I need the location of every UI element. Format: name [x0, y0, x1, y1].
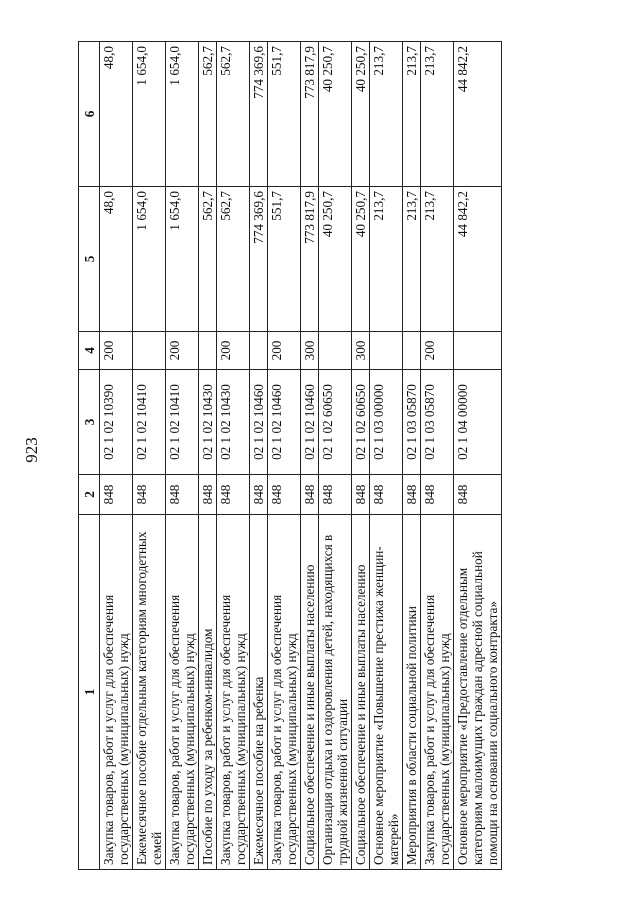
row-amount-col6: 48,0 [100, 42, 133, 187]
row-target-article: 02 1 02 10430 [217, 370, 250, 475]
row-expense-type: 300 [301, 332, 319, 370]
row-amount-col5: 48,0 [100, 187, 133, 332]
row-target-article: 02 1 03 00000 [370, 370, 403, 475]
table-row [352, 42, 370, 870]
page-number: 923 [22, 437, 41, 463]
header-cell-1: 1 [79, 515, 100, 870]
row-admin-code: 848 [370, 475, 403, 515]
row-amount-col5: 551,7 [268, 187, 301, 332]
row-amount-col6: 1 654,0 [133, 42, 166, 187]
table-row [199, 42, 217, 870]
table-row [319, 42, 352, 870]
row-amount-col6: 44 842,2 [454, 42, 502, 187]
table-row [133, 42, 166, 870]
row-amount-col6: 40 250,7 [352, 42, 370, 187]
row-admin-code: 848 [133, 475, 166, 515]
table-row [421, 42, 454, 870]
header-cell-2: 2 [79, 475, 100, 515]
row-name: Ежемесячное пособие отдельным категориям многодетных семей [133, 515, 166, 870]
row-admin-code: 848 [250, 475, 268, 515]
row-amount-col5: 40 250,7 [319, 187, 352, 332]
row-expense-type: 300 [352, 332, 370, 370]
row-amount-col5: 40 250,7 [352, 187, 370, 332]
budget-table [78, 41, 502, 870]
row-amount-col6: 213,7 [370, 42, 403, 187]
row-target-article: 02 1 03 05870 [403, 370, 421, 475]
row-target-article: 02 1 02 10460 [301, 370, 319, 475]
row-name: Мероприятия в области социальной политики [403, 515, 421, 870]
table-header-row [79, 42, 100, 870]
row-name: Закупка товаров, работ и услуг для обеспечения государственных (муниципальных) нужд [421, 515, 454, 870]
row-name: Основное мероприятие «Повышение престижа женщин-матерей» [370, 515, 403, 870]
row-amount-col5: 1 654,0 [166, 187, 199, 332]
row-expense-type: 200 [217, 332, 250, 370]
row-name: Основное мероприятие «Предоставление отдельным категориям малоимущих граждан адресной социальной помощи на основании социального контракта» [454, 515, 502, 870]
row-expense-type [454, 332, 502, 370]
row-name: Закупка товаров, работ и услуг для обеспечения государственных (муниципальных) нужд [100, 515, 133, 870]
row-admin-code: 848 [100, 475, 133, 515]
row-expense-type: 200 [166, 332, 199, 370]
row-admin-code: 848 [352, 475, 370, 515]
row-name: Организация отдыха и оздоровления детей, находящихся в трудной жизненной ситуации [319, 515, 352, 870]
row-admin-code: 848 [268, 475, 301, 515]
row-target-article: 02 1 02 10410 [133, 370, 166, 475]
row-expense-type [403, 332, 421, 370]
row-target-article: 02 1 04 00000 [454, 370, 502, 475]
row-amount-col5: 213,7 [421, 187, 454, 332]
table-row [250, 42, 268, 870]
table-row [301, 42, 319, 870]
row-name: Закупка товаров, работ и услуг для обеспечения государственных (муниципальных) нужд [166, 515, 199, 870]
table-row [370, 42, 403, 870]
row-admin-code: 848 [301, 475, 319, 515]
row-amount-col5: 213,7 [370, 187, 403, 332]
header-cell-5: 5 [79, 187, 100, 332]
table-row [454, 42, 502, 870]
row-name: Закупка товаров, работ и услуг для обеспечения государственных (муниципальных) нужд [217, 515, 250, 870]
row-target-article: 02 1 02 10430 [199, 370, 217, 475]
row-amount-col5: 562,7 [199, 187, 217, 332]
row-admin-code: 848 [319, 475, 352, 515]
row-amount-col6: 774 369,6 [250, 42, 268, 187]
row-target-article: 02 1 02 10460 [268, 370, 301, 475]
table-row [403, 42, 421, 870]
table-row [100, 42, 133, 870]
row-amount-col5: 44 842,2 [454, 187, 502, 332]
row-admin-code: 848 [403, 475, 421, 515]
row-name: Ежемесячное пособие на ребенка [250, 515, 268, 870]
row-amount-col6: 562,7 [217, 42, 250, 187]
row-expense-type: 200 [421, 332, 454, 370]
row-admin-code: 848 [421, 475, 454, 515]
table-row [268, 42, 301, 870]
row-amount-col6: 773 817,9 [301, 42, 319, 187]
row-expense-type [133, 332, 166, 370]
row-amount-col5: 1 654,0 [133, 187, 166, 332]
row-target-article: 02 1 02 10410 [166, 370, 199, 475]
row-amount-col5: 773 817,9 [301, 187, 319, 332]
row-target-article: 02 1 02 10390 [100, 370, 133, 475]
header-cell-6: 6 [79, 42, 100, 187]
row-target-article: 02 1 02 60650 [319, 370, 352, 475]
row-expense-type [250, 332, 268, 370]
row-target-article: 02 1 02 10460 [250, 370, 268, 475]
row-amount-col5: 562,7 [217, 187, 250, 332]
row-amount-col6: 562,7 [199, 42, 217, 187]
row-amount-col6: 213,7 [403, 42, 421, 187]
row-name: Социальное обеспечение и иные выплаты населению [301, 515, 319, 870]
table-row [217, 42, 250, 870]
row-expense-type [370, 332, 403, 370]
row-amount-col5: 774 369,6 [250, 187, 268, 332]
row-name: Социальное обеспечение и иные выплаты населению [352, 515, 370, 870]
row-amount-col6: 40 250,7 [319, 42, 352, 187]
row-target-article: 02 1 03 05870 [421, 370, 454, 475]
row-admin-code: 848 [217, 475, 250, 515]
row-expense-type [199, 332, 217, 370]
row-expense-type: 200 [268, 332, 301, 370]
row-name: Закупка товаров, работ и услуг для обеспечения государственных (муниципальных) нужд [268, 515, 301, 870]
header-cell-3: 3 [79, 370, 100, 475]
row-expense-type [319, 332, 352, 370]
rotated-sheet [78, 42, 572, 870]
row-admin-code: 848 [166, 475, 199, 515]
row-admin-code: 848 [454, 475, 502, 515]
row-target-article: 02 1 02 60650 [352, 370, 370, 475]
row-admin-code: 848 [199, 475, 217, 515]
row-amount-col6: 213,7 [421, 42, 454, 187]
row-expense-type: 200 [100, 332, 133, 370]
row-name: Пособие по уходу за ребенком-инвалидом [199, 515, 217, 870]
table-row [166, 42, 199, 870]
row-amount-col5: 213,7 [403, 187, 421, 332]
row-amount-col6: 551,7 [268, 42, 301, 187]
row-amount-col6: 1 654,0 [166, 42, 199, 187]
header-cell-4: 4 [79, 332, 100, 370]
